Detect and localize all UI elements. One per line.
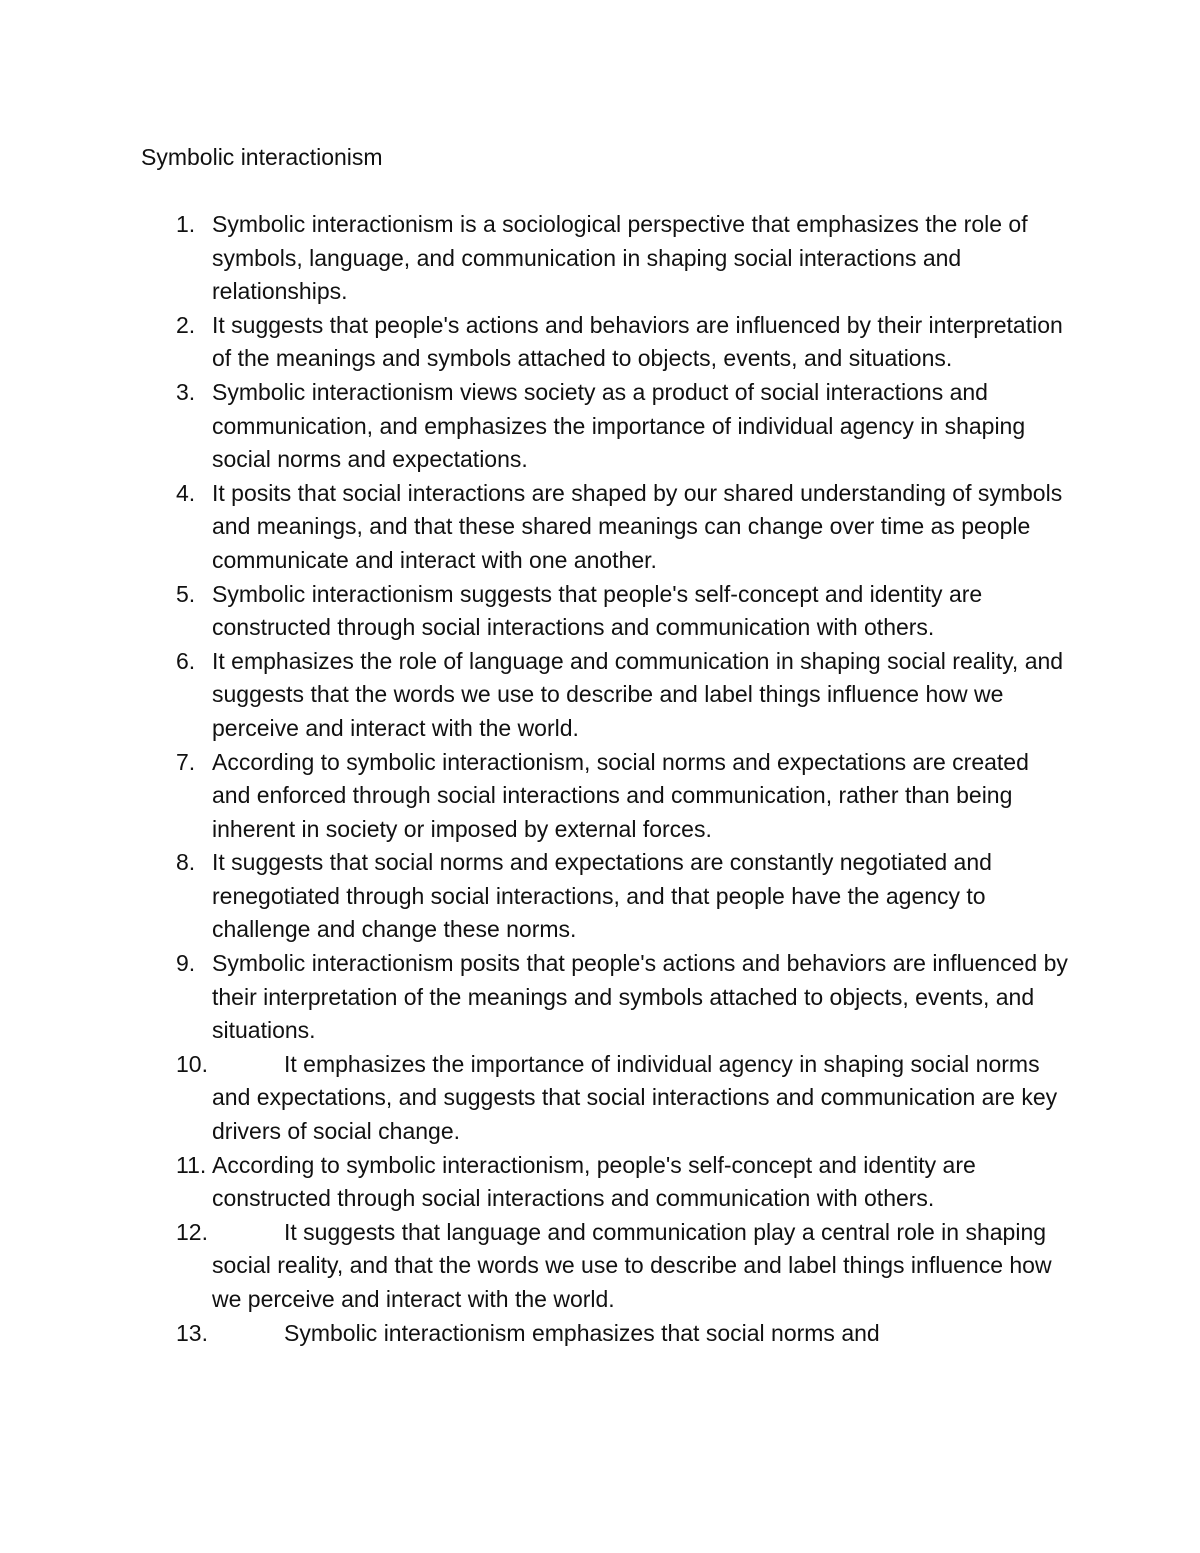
list-item-number: 10. — [176, 1050, 208, 1077]
list-item-text: It posits that social interactions are shaped by our shared understanding of symbols and meanings, and that these shared meanings can change over time as people communicate and interact with one another. — [212, 479, 1063, 573]
list-item-text: According to symbolic interactionism, people's self-concept and identity are constructed through social interactions and communication with others. — [212, 1151, 976, 1212]
list-item-text: Symbolic interactionism is a sociological perspective that emphasizes the role of symbols, language, and communication in shaping social interactions and relationships. — [212, 211, 1028, 305]
list-item-text: It emphasizes the importance of individual agency in shaping social norms and expectations, and suggests that social interactions and communication are key drivers of social change. — [212, 1050, 1058, 1145]
list-item-number: 7. — [176, 748, 196, 775]
list-item-text: Symbolic interactionism views society as a product of social interactions and communication, and emphasizes the importance of individual agency in shaping social norms and expectations. — [212, 378, 1026, 473]
list-item — [0, 947, 1200, 1048]
list-item-text: It suggests that people's actions and behaviors are influenced by their interpretation of the meanings and symbols attached to objects, events, and situations. — [212, 311, 1063, 372]
list-item-number: 9. — [176, 950, 196, 977]
list-item-number: 6. — [176, 647, 196, 674]
list-item — [0, 1216, 1200, 1317]
list-item-number: 11. — [176, 1151, 207, 1178]
list-item — [0, 376, 1200, 477]
document-title: Symbolic interactionism — [141, 144, 383, 170]
list-item-number: 5. — [176, 580, 196, 607]
list-item — [0, 1048, 1200, 1149]
list-item — [0, 645, 1200, 746]
list-item — [0, 1149, 1200, 1216]
list-item-number: 8. — [176, 849, 196, 876]
list-item-number: 2. — [176, 311, 196, 338]
list-item — [0, 1317, 1200, 1351]
list-item-number: 3. — [176, 378, 196, 405]
list-item-text: It emphasizes the role of language and communication in shaping social reality, and suggests that the words we use to describe and label things influence how we perceive and interact with the world. — [212, 647, 1064, 741]
list-item — [0, 208, 1200, 309]
list-item — [0, 846, 1200, 947]
list-item-number: 4. — [176, 479, 196, 506]
list-item-text: It suggests that social norms and expectations are constantly negotiated and renegotiated through social interactions, and that people have the agency to challenge and change these norms. — [212, 849, 992, 943]
list-item — [0, 746, 1200, 847]
list-item — [0, 578, 1200, 645]
list-item-number: 12. — [176, 1218, 208, 1245]
list-item-text: Symbolic interactionism emphasizes that social norms and — [284, 1319, 880, 1346]
list-item — [0, 477, 1200, 578]
list-item-text: Symbolic interactionism posits that people's actions and behaviors are influenced by their interpretation of the meanings and symbols attached to objects, events, and situations. — [212, 950, 1068, 1044]
list-item-text: It suggests that language and communication play a central role in shaping social reality, and that the words we use to describe and label things influence how we perceive and interact with the world. — [212, 1218, 1052, 1312]
list-item-number: 13. — [176, 1319, 208, 1346]
numbered-list — [0, 208, 1200, 1350]
list-item-text: Symbolic interactionism suggests that people's self-concept and identity are constructed through social interactions and communication with others. — [212, 580, 983, 641]
list-item — [0, 309, 1200, 376]
list-item-number: 1. — [176, 211, 196, 237]
list-item-text: According to symbolic interactionism, social norms and expectations are created and enforced through social interactions and communication, rather than being inherent in society or imposed by external forces. — [212, 748, 1029, 842]
